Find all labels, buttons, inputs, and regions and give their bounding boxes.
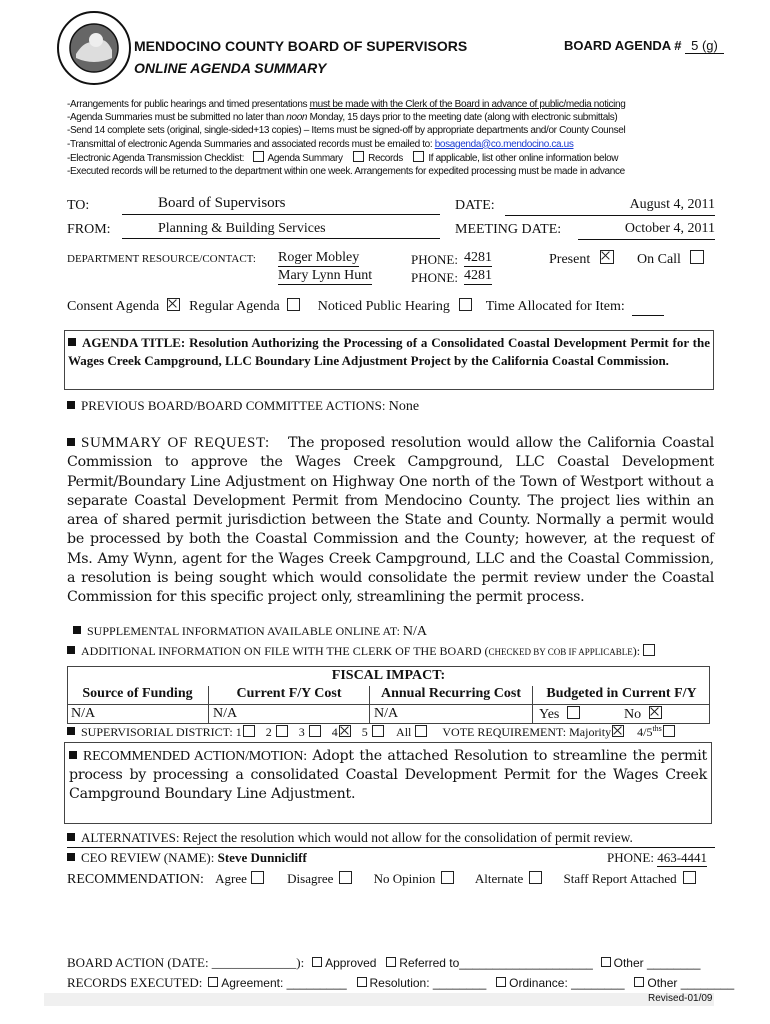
instructions [67, 98, 717, 178]
fiscal-header-current: Current F/Y Cost [236, 686, 342, 701]
disagree-checkbox[interactable] [339, 871, 352, 884]
present-checkbox[interactable] [600, 250, 614, 264]
alternatives: ALTERNATIVES: Reject the resolution which would not allow for the consolidation of permit review. [67, 830, 715, 848]
regular-agenda-checkbox[interactable] [287, 298, 300, 311]
district-2-checkbox[interactable] [276, 725, 288, 737]
footer-bar [44, 993, 714, 1006]
fiscal-value-current: N/A [213, 706, 238, 721]
to-label: TO: [67, 198, 90, 213]
majority-checkbox[interactable] [612, 725, 624, 737]
district-5-checkbox[interactable] [372, 725, 384, 737]
supplemental-info: SUPPLEMENTAL INFORMATION AVAILABLE ONLINE AT: N/A [73, 624, 427, 640]
consent-agenda-checkbox[interactable] [167, 298, 180, 311]
fiscal-header-budgeted: Budgeted in Current F/Y [546, 686, 697, 701]
fiscal-value-annual: N/A [374, 706, 399, 721]
supervisorial-district: SUPERVISORIAL DISTRICT: 1 2 3 4 5 All VOTE REQUIREMENT: Majority $4/5^{ths}$ [67, 724, 675, 740]
from-value: Planning & Building Services [122, 221, 440, 239]
meeting-date-value: October 4, 2011 [578, 221, 715, 240]
four-fifths-checkbox[interactable] [663, 725, 675, 737]
fiscal-impact-title: FISCAL IMPACT: [331, 668, 446, 683]
checkbox-records[interactable] [353, 151, 364, 162]
phone-label-2: PHONE: [411, 270, 458, 285]
instruction-line: -Electronic Agenda Transmission Checklist: Agenda Summary Records If applicable, list other online information below [67, 152, 619, 164]
instruction-line: -Arrangements for public hearings and timed presentations must be made with the Clerk of the Board in advance of public/media noticing [67, 99, 626, 110]
board-agenda-value: 5 (g) [685, 38, 724, 54]
present-option: Present [549, 250, 614, 268]
revised-date: Revised-01/09 [648, 993, 713, 1004]
page-title: MENDOCINO COUNTY BOARD OF SUPERVISORS [134, 38, 468, 54]
email-link[interactable]: bosagenda@co.mendocino.ca.us [434, 138, 574, 150]
instruction-line: -Send 14 complete sets (original, single-sided+13 copies) – Items must be signed-off by appropriate departments and/or County Counsel [67, 125, 626, 137]
ceo-phone: PHONE: 463-4441 [607, 850, 708, 865]
fiscal-header-source: Source of Funding [82, 686, 193, 701]
agenda-type-row: Consent Agenda Regular Agenda Noticed Public Hearing Time Allocated for Item: [67, 298, 664, 316]
district-4-checkbox[interactable] [339, 725, 351, 737]
instruction-line: -Transmittal of electronic Agenda Summaries and associated records must be emailed to: bosagenda@co.mendocino.ca.us [67, 138, 574, 150]
alternate-checkbox[interactable] [529, 871, 542, 884]
phone-2: 4281 [464, 268, 492, 283]
ceo-recommendation: RECOMMENDATION: Agree Disagree No Opinion Alternate Staff Report Attached [67, 871, 696, 888]
dept-contact-label: DEPARTMENT RESOURCE/CONTACT: [67, 253, 256, 265]
no-opinion-checkbox[interactable] [441, 871, 454, 884]
page-subtitle: ONLINE AGENDA SUMMARY [134, 60, 327, 76]
oncall-option: On Call [637, 250, 704, 268]
county-seal-logo [56, 10, 132, 86]
contact-2: Mary Lynn Hunt [278, 268, 373, 283]
district-1-checkbox[interactable] [243, 725, 255, 737]
instruction-line: -Executed records will be returned to the department within one week. Arrangements for expedited processing must be made in advance [67, 166, 625, 178]
phone-1: 4281 [464, 250, 492, 265]
board-agenda-number: BOARD AGENDA # 5 (g) [564, 38, 724, 54]
checkbox-other-online[interactable] [413, 151, 424, 162]
budgeted-yes: Yes [539, 706, 580, 723]
records-executed: RECORDS EXECUTED: Agreement: _________ Resolution: ________ Ordinance: ________ Other ________ [67, 975, 735, 990]
checkbox-agenda-summary[interactable] [253, 151, 264, 162]
staff-report-checkbox[interactable] [683, 871, 696, 884]
budgeted-yes-checkbox[interactable] [567, 706, 580, 719]
time-allocated-field[interactable] [632, 299, 664, 316]
budgeted-no: No [624, 706, 662, 723]
fiscal-header-annual: Annual Recurring Cost [380, 686, 521, 701]
phone-label-1: PHONE: [411, 252, 458, 267]
noticed-hearing-checkbox[interactable] [459, 298, 472, 311]
agenda-title-box: AGENDA TITLE: Resolution Authorizing the Processing of a Consolidated Coastal Development Permit for the Wages Creek Campground, LLC Boundary Line Adjustment Project by the California Coastal Commission. [64, 330, 714, 390]
oncall-checkbox[interactable] [690, 250, 704, 264]
agree-checkbox[interactable] [251, 871, 264, 884]
to-value: Board of Supervisors [122, 195, 440, 215]
agenda-title-text: Resolution Authorizing the Processing of a Consolidated Coastal Development Permit for the Wages Creek Campground, LLC Boundary Line Adjustment Project by the California Coastal Commission. [68, 335, 710, 368]
additional-info: ADDITIONAL INFORMATION ON FILE WITH THE CLERK OF THE BOARD (CHECKED BY COB IF APPLICABLE): [67, 644, 655, 659]
date-label: DATE: [455, 198, 495, 213]
district-all-checkbox[interactable] [415, 725, 427, 737]
fiscal-value-source: N/A [71, 706, 96, 721]
meeting-date-label: MEETING DATE: [455, 222, 562, 237]
from-label: FROM: [67, 222, 111, 237]
ceo-review: CEO REVIEW (NAME): Steve Dunnicliff [67, 850, 307, 866]
district-3-checkbox[interactable] [309, 725, 321, 737]
fiscal-impact-table [67, 666, 710, 724]
summary-of-request: SUMMARY OF REQUEST: The proposed resolution would allow the California Coastal Commission to approve the Wages Creek Campground, LLC Coastal Development Permit/Boundary Line Adjustment on Highway One north of the Town of Westport without a separate Coastal Development Permit from Mendocino County. The project lies within an area of shared permit jurisdiction between the State and County. Normally a permit would be processed by both the Coastal Commission and the County; however, at the request of Ms. Amy Wynn, agent for the Wages Creek Campground, LLC and the Coastal Commission, a resolution is being sought which would consolidate the permit review under the Coastal Commission for this specific project only, streamlining the permit process. [67, 435, 714, 606]
previous-actions: PREVIOUS BOARD/BOARD COMMITTEE ACTIONS: None [67, 398, 419, 415]
date-value: August 4, 2011 [505, 197, 715, 216]
additional-info-checkbox[interactable] [643, 644, 655, 656]
contact-1: Roger Mobley [278, 250, 360, 265]
board-action: BOARD ACTION (DATE: _____________): Approved Referred to____________________ Other ________ [67, 955, 701, 970]
budgeted-no-checkbox[interactable] [649, 706, 662, 719]
recommended-action-box: RECOMMENDED ACTION/MOTION: Adopt the attached Resolution to streamline the permit process by processing a consolidated Coastal Development Permit for the Wages Creek Campground Boundary Line Adjustment. [64, 742, 712, 824]
instruction-line: -Agenda Summaries must be submitted no later than noon Monday, 15 days prior to the meeting date (along with electronic submittals) [67, 112, 618, 124]
